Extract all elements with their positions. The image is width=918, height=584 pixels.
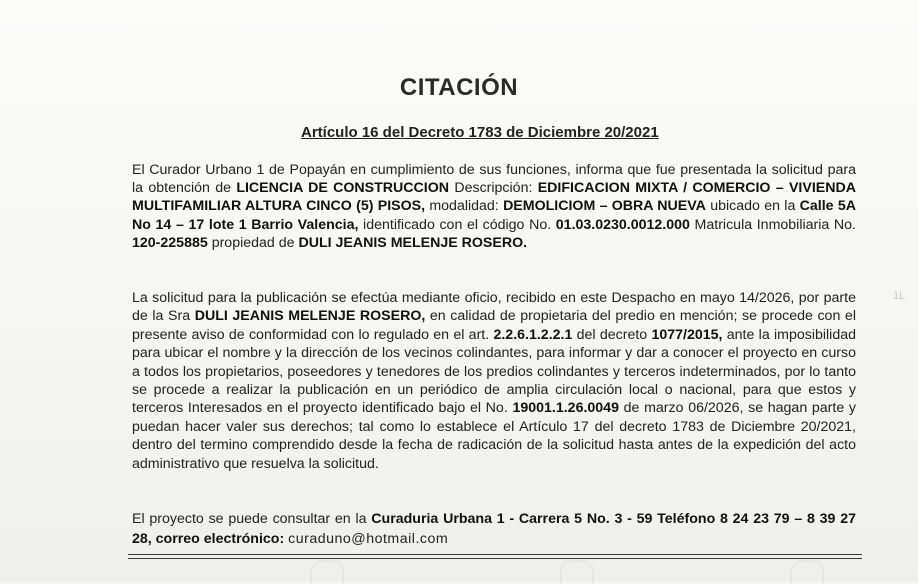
document-subtitle: Artículo 16 del Decreto 1783 de Diciembre 20/2021 [301, 124, 659, 141]
body-text: modalidad: [425, 198, 504, 215]
bold-text: LICENCIA DE CONSTRUCCION [236, 180, 450, 197]
bold-text: 1077/2015, [651, 326, 723, 343]
document-title: CITACIÓN [399, 74, 519, 101]
body-text: del decreto [572, 326, 652, 343]
body-text: de marzo 06/2026, se hagan parte y puedan hacer valer sus derechos; tal como lo establece el Artículo 17 del decreto 1783 de Diciembre 20/2021, dentro del termino comprendido desde la fecha de radicación de la solicitud hasta antes de la expedición del acto administrativo que resuelva la solicitud. [132, 400, 857, 472]
bleed-through-shape [790, 560, 824, 584]
bold-text: 01.03.0230.0012.000 [555, 216, 690, 233]
bold-text: DULI JEANIS MELENJE ROSERO, [194, 308, 426, 325]
body-text: El proyecto se puede consultar en la [132, 511, 372, 527]
margin-mark: 1L [893, 290, 906, 302]
bold-text: EDIFICACION MIXTA / COMERCIO – VIVIENDA MULTIFAMILIAR ALTURA CINCO (5) PISOS, [132, 180, 856, 215]
paragraph-publicacion [132, 289, 856, 473]
footer-rule-double [128, 558, 862, 559]
bold-text: DULI JEANIS MELENJE ROSERO. [298, 234, 528, 251]
body-text: identificado con el código No. [358, 216, 556, 233]
body-text: Descripción: [449, 180, 538, 197]
paragraph-consulta [132, 509, 856, 549]
body-text: ante la imposibilidad para ubicar el nombre y la dirección de los vecinos colindantes, para informar y dar a conocer el proyecto en curso a todos los propietarios, poseedores y tenedores de los predios colindantes y terceros indeterminados, por lo tanto se procede a realizar la publicación en un periódico de amplia circulación local o nacional, para que estos y terceros Interesados en el proyecto identificado bajo el No. [132, 326, 856, 417]
bold-text: 19001.1.26.0049 [512, 400, 619, 417]
body-text: ubicado en la [705, 198, 800, 215]
body-text: La solicitud para la publicación se efectúa mediante oficio, recibido en este Despacho en mayo 14/2026, por parte de la Sra [132, 290, 856, 325]
bold-text: Calle 5A No 14 – 17 lote 1 Barrio Valencia, [132, 198, 856, 233]
bleed-through-shape [560, 560, 594, 584]
bold-text: 2.2.6.1.2.2.1 [493, 326, 573, 343]
body-text: en calidad de propietaria del predio en mención; se procede con el presente aviso de conformidad con lo regulado en el art. [132, 308, 856, 343]
body-text: propiedad de [207, 234, 299, 251]
bold-text: DEMOLICIOM – OBRA NUEVA [503, 198, 706, 215]
body-text: El Curador Urbano 1 de Popayán en cumplimiento de sus funciones, informa que fue presentada la solicitud para la obtención de [132, 162, 856, 197]
email-link[interactable]: curaduno@hotmail.com [288, 531, 449, 547]
paragraph-solicitud [132, 161, 856, 252]
bold-text: Curaduria Urbana 1 - Carrera 5 No. 3 - 59 Teléfono 8 24 23 79 – 8 39 27 28, correo electrónico: [132, 511, 857, 547]
footer-rule [128, 554, 862, 555]
body-text: Matricula Inmobiliaria No. [689, 216, 856, 233]
bleed-through-shape [310, 560, 344, 584]
bold-text: 120-225885 [132, 234, 208, 251]
